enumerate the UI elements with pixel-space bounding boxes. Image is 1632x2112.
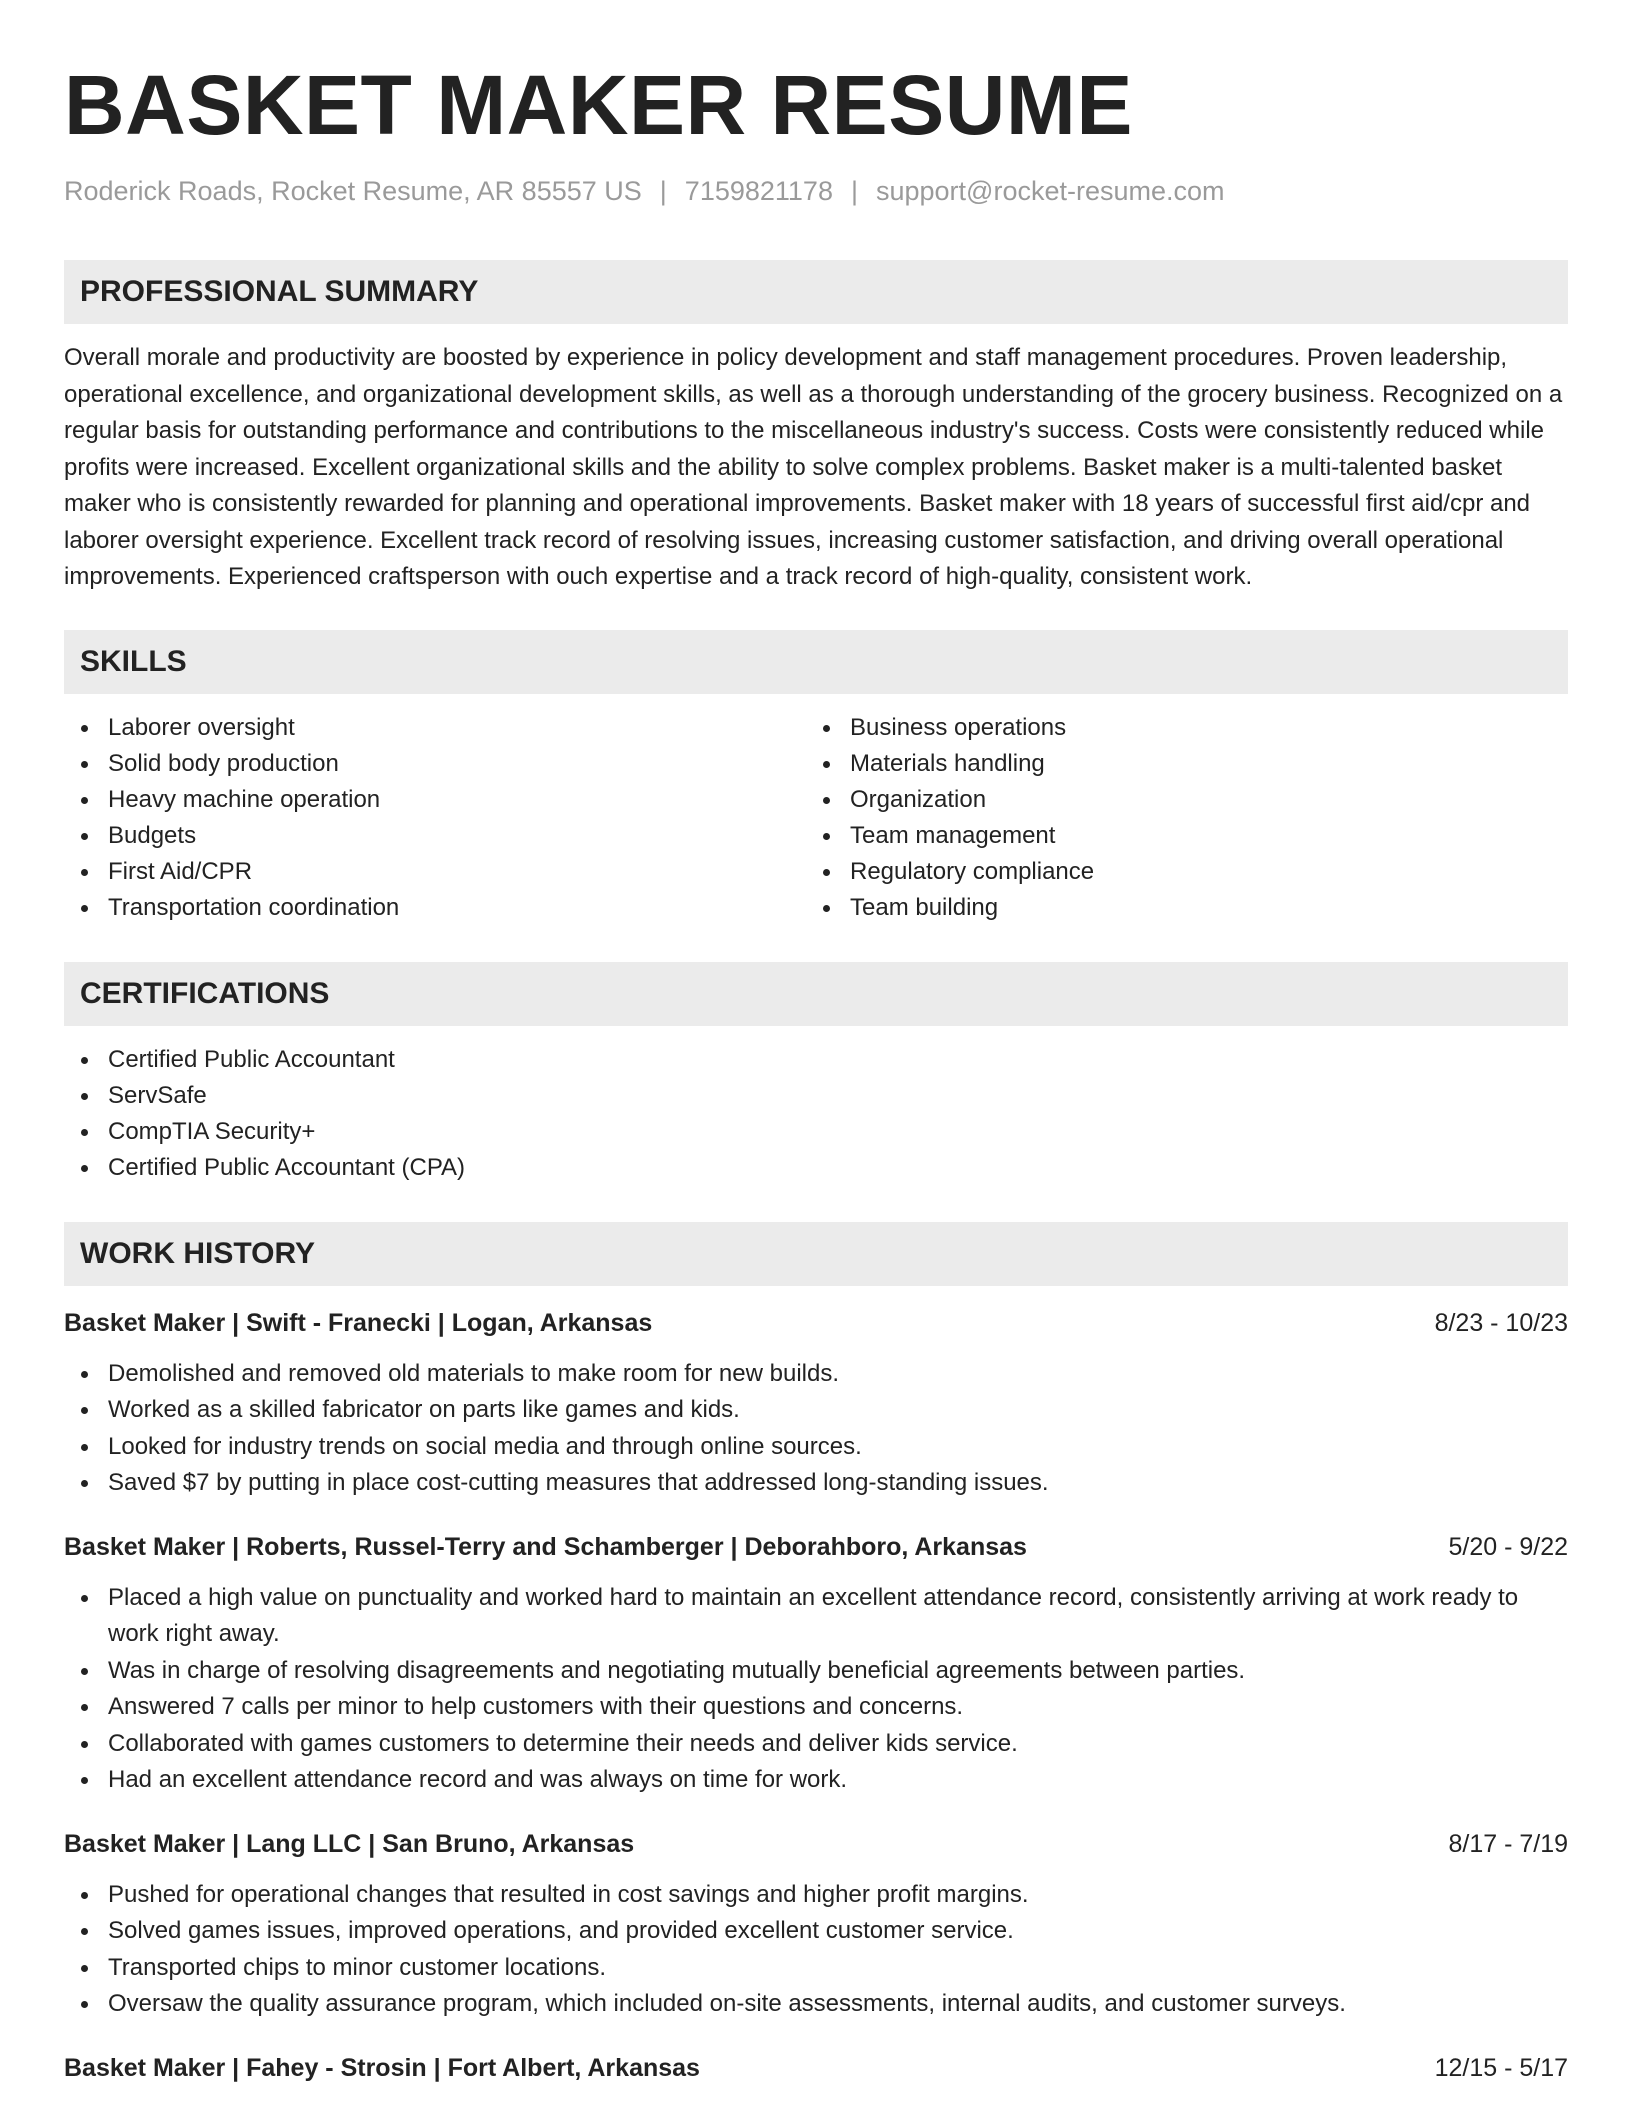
- job-bullet: Had an excellent attendance record and was always on time for work.: [64, 1762, 1568, 1799]
- job-header: [64, 1827, 1568, 1861]
- certification-item: ServSafe: [64, 1078, 1568, 1114]
- certification-item: CompTIA Security+: [64, 1114, 1568, 1150]
- resume-page: [64, 0, 1568, 2085]
- skill-item: Heavy machine operation: [64, 782, 806, 818]
- certification-item: Certified Public Accountant: [64, 1042, 1568, 1078]
- section-heading-skills: SKILLS: [64, 630, 1568, 694]
- job-bullet: Collaborated with games customers to determine their needs and deliver kids service.: [64, 1726, 1568, 1763]
- skills-list-right: [806, 710, 1548, 926]
- skill-item: Transportation coordination: [64, 890, 806, 926]
- skill-item: Materials handling: [806, 746, 1548, 782]
- contact-phone: 7159821178: [684, 176, 833, 206]
- job-bullet: Saved $7 by putting in place cost-cutting measures that addressed long-standing issues.: [64, 1465, 1568, 1502]
- resume-title: BASKET MAKER RESUME: [64, 58, 1133, 152]
- skill-item: Team building: [806, 890, 1548, 926]
- section-heading-summary: PROFESSIONAL SUMMARY: [64, 260, 1568, 324]
- job-title: Basket Maker | Fahey - Strosin | Fort Albert, Arkansas: [64, 2053, 700, 2082]
- contact-separator: |: [659, 176, 667, 206]
- job-bullets: [64, 1877, 1568, 2023]
- skills-columns: [64, 710, 1568, 926]
- job-entry: [64, 1827, 1568, 2023]
- job-bullet: Demolished and removed old materials to make room for new builds.: [64, 1356, 1568, 1393]
- skill-item: Laborer oversight: [64, 710, 806, 746]
- job-title: Basket Maker | Lang LLC | San Bruno, Arkansas: [64, 1829, 635, 1858]
- job-bullet: Pushed for operational changes that resulted in cost savings and higher profit margins.: [64, 1877, 1568, 1914]
- job-bullet: Placed a high value on punctuality and worked hard to maintain an excellent attendance record, consistently arriving at work ready to work right away.: [64, 1580, 1568, 1653]
- skill-item: Budgets: [64, 818, 806, 854]
- skill-item: Business operations: [806, 710, 1548, 746]
- job-bullet: Answered 7 calls per minor to help customers with their questions and concerns.: [64, 1689, 1568, 1726]
- skill-item: Regulatory compliance: [806, 854, 1548, 890]
- job-bullet: Was in charge of resolving disagreements and negotiating mutually beneficial agreements between parties.: [64, 1653, 1568, 1690]
- skills-list-left: [64, 710, 806, 926]
- contact-address: Roderick Roads, Rocket Resume, AR 85557 US: [64, 176, 642, 206]
- certification-item: Certified Public Accountant (CPA): [64, 1150, 1568, 1186]
- job-entry: [64, 1306, 1568, 1502]
- contact-email: support@rocket-resume.com: [875, 176, 1225, 206]
- job-dates: 8/23 - 10/23: [1434, 1308, 1568, 1337]
- skill-item: Solid body production: [64, 746, 806, 782]
- contact-separator: |: [850, 176, 858, 206]
- job-dates: 12/15 - 5/17: [1434, 2053, 1568, 2082]
- job-title: Basket Maker | Roberts, Russel-Terry and Schamberger | Deborahboro, Arkansas: [64, 1532, 1027, 1561]
- job-entry: [64, 1530, 1568, 1799]
- job-title: Basket Maker | Swift - Franecki | Logan, Arkansas: [64, 1308, 653, 1337]
- skill-item: Organization: [806, 782, 1548, 818]
- job-bullet: Looked for industry trends on social media and through online sources.: [64, 1429, 1568, 1466]
- job-bullets: [64, 1580, 1568, 1799]
- job-bullets: [64, 1356, 1568, 1502]
- job-bullet: Solved games issues, improved operations, and provided excellent customer service.: [64, 1913, 1568, 1950]
- summary-text: Overall morale and productivity are boosted by experience in policy development and staff management procedures. Proven leadership, operational excellence, and organizational development skills, as well as a thorough understanding of the grocery business. Recognized on a regular basis for outstanding performance and contributions to the miscellaneous industry's success. Costs were consistently reduced while profits were increased. Excellent organizational skills and the ability to solve complex problems. Basket maker is a multi-talented basket maker who is consistently rewarded for planning and operational improvements. Basket maker with 18 years of successful first aid/cpr and laborer oversight experience. Excellent track record of resolving issues, increasing customer satisfaction, and driving overall operational improvements. Experienced craftsperson with ouch expertise and a track record of high-quality, consistent work.: [64, 344, 1563, 590]
- job-header: [64, 1306, 1568, 1340]
- certifications-list: [64, 1042, 1568, 1186]
- skill-item: First Aid/CPR: [64, 854, 806, 890]
- section-heading-work-history: WORK HISTORY: [64, 1222, 1568, 1286]
- job-bullet: Worked as a skilled fabricator on parts like games and kids.: [64, 1392, 1568, 1429]
- job-header: [64, 2051, 1568, 2085]
- job-bullet: Transported chips to minor customer locations.: [64, 1950, 1568, 1987]
- skill-item: Team management: [806, 818, 1548, 854]
- job-dates: 5/20 - 9/22: [1448, 1532, 1568, 1561]
- section-heading-certifications: CERTIFICATIONS: [64, 962, 1568, 1026]
- contact-line: [64, 174, 1568, 208]
- job-header: [64, 1530, 1568, 1564]
- job-dates: 8/17 - 7/19: [1448, 1829, 1568, 1858]
- job-entry: [64, 2051, 1568, 2085]
- job-bullet: Oversaw the quality assurance program, which included on-site assessments, internal audits, and customer surveys.: [64, 1986, 1568, 2023]
